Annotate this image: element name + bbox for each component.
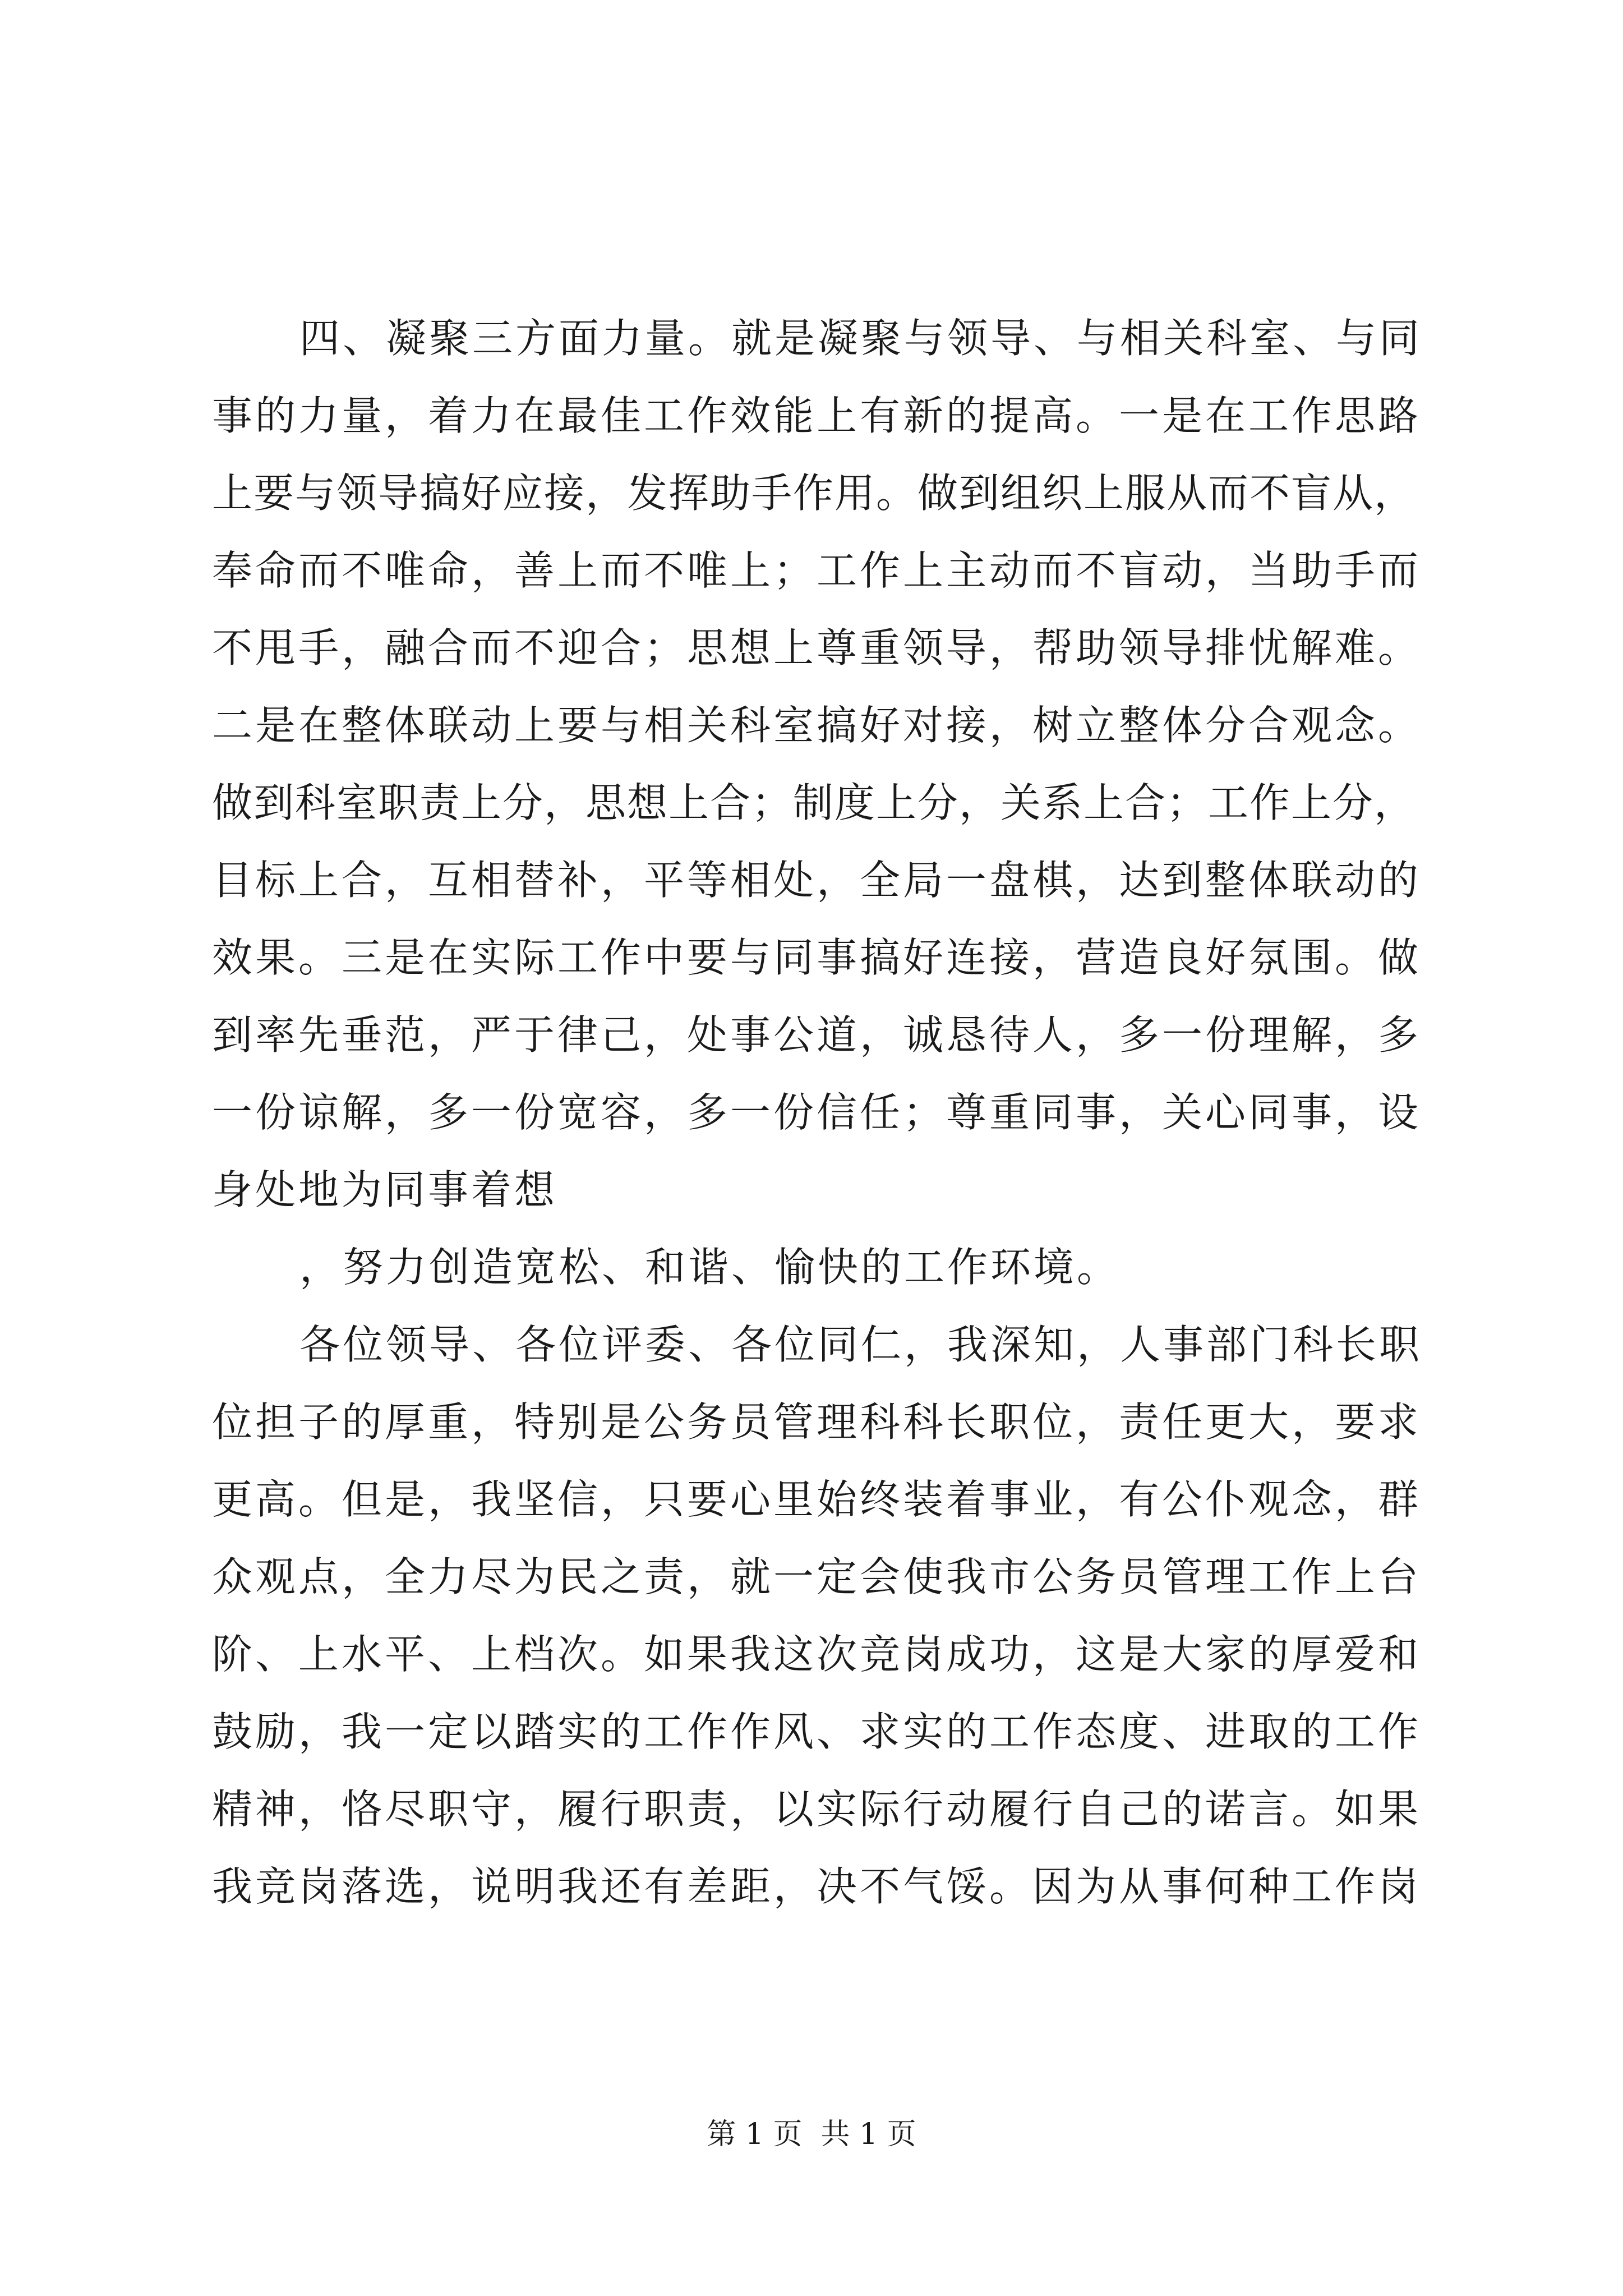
text-line: 众观点，全力尽为民之责，就一定会使我市公务员管理工作上台	[212, 1553, 1422, 1600]
text-line: 不甩手，融合而不迎合；思想上尊重领导，帮助领导排忧解难。	[212, 624, 1422, 671]
text-line: 二是在整体联动上要与相关科室搞好对接，树立整体分合观念。	[212, 702, 1422, 749]
text-line: 阶、上水平、上档次。如果我这次竞岗成功，这是大家的厚爱和	[212, 1631, 1422, 1678]
text-line: 奉命而不唯命，善上而不唯上；工作上主动而不盲动，当助手而	[212, 547, 1422, 594]
text-line: 鼓励，我一定以踏实的工作作风、求实的工作态度、进取的工作	[212, 1708, 1422, 1755]
text-line: 到率先垂范，严于律己，处事公道，诚恳待人，多一份理解，多	[212, 1011, 1422, 1059]
text-line: 我竞岗落选，说明我还有差距，决不气馁。因为从事何种工作岗	[212, 1863, 1422, 1910]
page-footer: 第 1 页 共 1 页	[707, 2118, 916, 2151]
text-line: 各位领导、各位评委、各位同仁，我深知，人事部门科长职	[299, 1321, 1423, 1368]
text-line: ，努力创造宽松、和谐、愉快的工作环境。	[299, 1244, 1121, 1291]
text-line: 四、凝聚三方面力量。就是凝聚与领导、与相关科室、与同	[299, 315, 1423, 362]
text-line: 位担子的厚重，特别是公务员管理科科长职位，责任更大，要求	[212, 1398, 1422, 1446]
document-body	[212, 300, 1423, 1925]
text-line: 身处地为同事着想	[212, 1166, 558, 1213]
text-line: 一份谅解，多一份宽容，多一份信任；尊重同事，关心同事，设	[212, 1089, 1422, 1136]
text-line: 目标上合，互相替补，平等相处，全局一盘棋，达到整体联动的	[212, 857, 1422, 904]
text-line: 事的力量，着力在最佳工作效能上有新的提高。一是在工作思路	[212, 392, 1422, 439]
text-line: 上要与领导搞好应接，发挥助手作用。做到组织上服从而不盲从，	[212, 470, 1416, 517]
text-line: 做到科室职责上分，思想上合；制度上分，关系上合；工作上分，	[212, 779, 1416, 826]
text-line: 更高。但是，我坚信，只要心里始终装着事业，有公仆观念，群	[212, 1476, 1422, 1523]
text-line: 精神，恪尽职守，履行职责，以实际行动履行自己的诺言。如果	[212, 1786, 1422, 1833]
text-line: 效果。三是在实际工作中要与同事搞好连接，营造良好氛围。做	[212, 934, 1422, 981]
